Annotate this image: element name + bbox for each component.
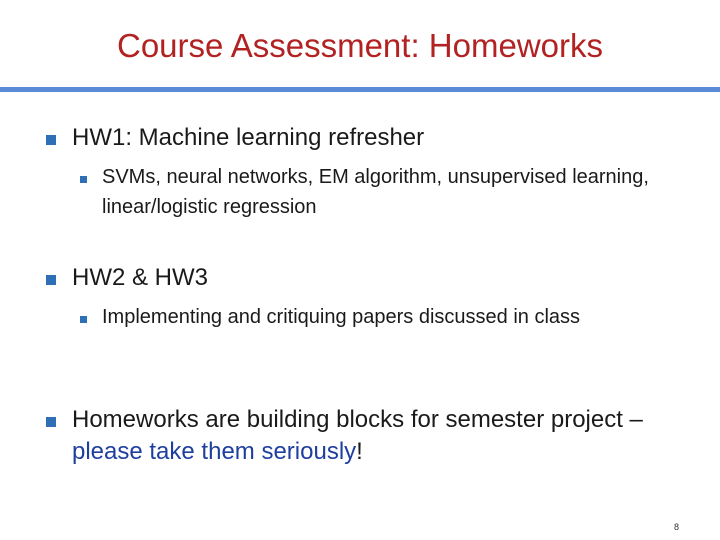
slide-title: Course Assessment: Homeworks bbox=[117, 27, 603, 64]
page-number: 8 bbox=[674, 522, 680, 532]
bullet-hw2-hw3 bbox=[46, 262, 686, 294]
bullet-text-after: ! bbox=[356, 438, 363, 465]
sub-bullet-square-icon bbox=[80, 162, 87, 192]
sub-bullet-text: SVMs, neural networks, EM algorithm, unsupervised learning, linear/logistic regression bbox=[102, 166, 649, 218]
sub-bullet-square-icon bbox=[80, 302, 87, 332]
sub-bullet-text: Implementing and critiquing papers discussed in class bbox=[102, 306, 581, 328]
sub-bullet-hw1 bbox=[80, 162, 680, 222]
bullet-text-highlight: please take them seriously bbox=[72, 438, 357, 465]
bullet-hw1 bbox=[46, 122, 686, 154]
bullet-text-before: Homeworks are building blocks for semester project – bbox=[72, 406, 643, 433]
bullet-square-icon bbox=[46, 122, 56, 154]
bullet-square-icon bbox=[46, 404, 56, 436]
bullet-homeworks-building-blocks bbox=[46, 404, 646, 468]
bullet-text: HW1: Machine learning refresher bbox=[72, 124, 425, 151]
bullet-text bbox=[46, 404, 646, 468]
bullet-square-icon bbox=[46, 262, 56, 294]
title-divider bbox=[0, 87, 720, 92]
sub-bullet-hw2-hw3 bbox=[80, 302, 640, 332]
bullet-text: HW2 & HW3 bbox=[72, 264, 209, 291]
